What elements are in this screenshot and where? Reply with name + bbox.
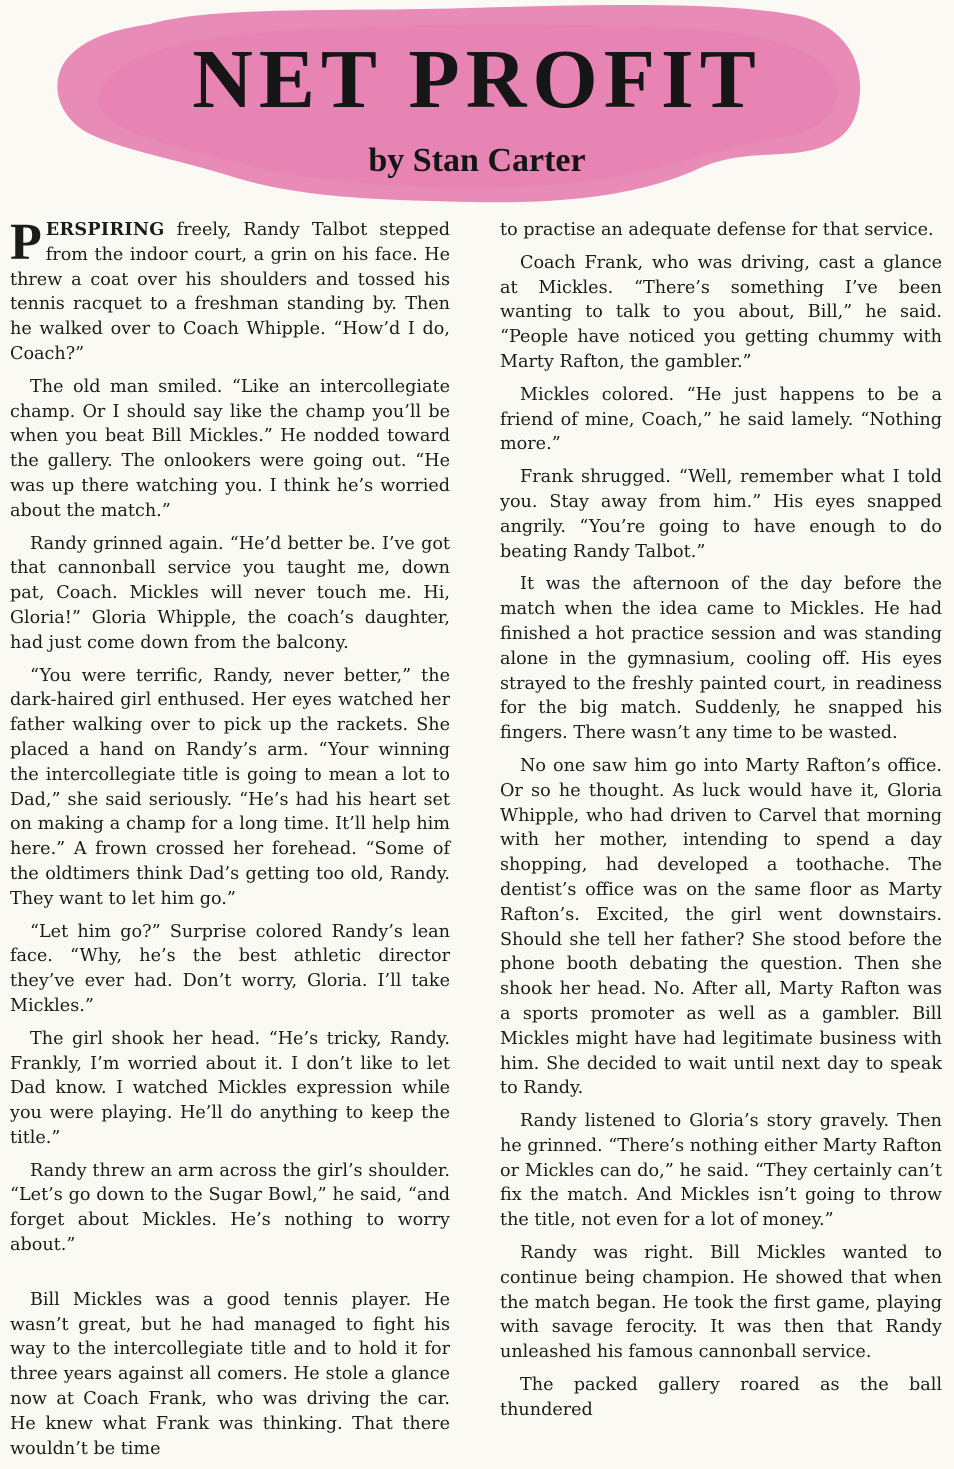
story-paragraph: Randy was right. Bill Mickles wanted to continue being champion. He showed that when the match began. He took the first game, playing with savage ferocity. It was then that Randy unleashed his famous cannonball service. xyxy=(500,1243,942,1363)
story-paragraph: Bill Mickles was a good tennis player. He wasn’t great, but he had managed to fight his way to the intercollegiate title and to hold it for three years against all comers. He stole a glance now at Coach Frank, who was driving the car. He knew what Frank was thinking. That there wouldn’t be time xyxy=(10,1289,450,1459)
lead-in: ERSPIRING xyxy=(45,219,165,240)
story-paragraph: “You were terrific, Randy, never better,” the dark-haired girl enthused. Her eyes watched her father walking over to pick up the rackets. She placed a hand on Randy’s arm. “Your winning the intercollegiate title is going to mean a lot to Dad,” she said seriously. “He’s had his heart set on making a champ for a long time. It’ll help him here.” A frown crossed her forehead. “Some of the oldtimers think Dad’s getting too old, Randy. They want to let him go.” xyxy=(10,665,450,909)
story-title: NET PROFIT xyxy=(192,33,762,126)
story-paragraph: Coach Frank, who was driving, cast a glance at Mickles. “There’s something I’ve been wanting to talk to you about, Bill,” he said. “People have noticed you getting chummy with Marty Rafton, the gambler.” xyxy=(500,252,942,372)
paragraph-text: freely, Randy Talbot stepped from the indoor court, a grin on his face. He threw a coat over his shoulders and tossed his tennis racquet to a freshman standing by. Then he walked over to Coach Whipple. “How’d I do, Coach?” xyxy=(10,220,450,364)
story-paragraph: It was the afternoon of the day before the match when the idea came to Mickles. He had finished a hot practice session and was standing alone in the gymnasium, cooling off. His eyes strayed to the freshly painted court, in readiness for the big match. Suddenly, he snapped his fingers. There wasn’t any time to be wasted. xyxy=(500,574,942,744)
drop-cap: P xyxy=(10,214,42,271)
story-byline: by Stan Carter xyxy=(368,142,586,179)
story-paragraph: Randy listened to Gloria’s story gravely. Then he grinned. “There’s nothing either Marty Rafton or Mickles can do,” he said. “They certainly can’t fix the match. And Mickles isn’t going to throw the title, not even for a lot of money.” xyxy=(500,1111,942,1231)
story-paragraph: The girl shook her head. “He’s tricky, Randy. Frankly, I’m worried about it. I don’t like to let Dad know. I watched Mickles expression while you were playing. He’ll do anything to keep the title.” xyxy=(10,1028,450,1148)
story-column-left xyxy=(10,214,450,1469)
title-banner xyxy=(0,0,954,215)
story-paragraph: “Let him go?” Surprise colored Randy’s lean face. “Why, he’s the best athletic director they’ve ever had. Don’t worry, Gloria. I’ll take Mickles.” xyxy=(10,921,450,1016)
story-paragraph: The old man smiled. “Like an intercollegiate champ. Or I should say like the champ you’ll be when you beat Bill Mickles.” He nodded toward the gallery. The onlookers were going out. “He was up there watching you. I think he’s worried about the match.” xyxy=(10,376,450,521)
story-column-right xyxy=(500,218,942,1431)
story-paragraph: Frank shrugged. “Well, remember what I told you. Stay away from him.” His eyes snapped angrily. “You’re going to have enough to do beating Randy Talbot.” xyxy=(500,467,942,562)
story-paragraph: Randy grinned again. “He’d better be. I’ve got that cannonball service you taught me, down pat, Coach. Mickles will never touch me. Hi, Gloria!” Gloria Whipple, the coach’s daughter, had just come down from the balcony. xyxy=(10,533,450,653)
story-paragraph: to practise an adequate defense for that service. xyxy=(500,220,934,240)
story-paragraph: No one saw him go into Marty Rafton’s office. Or so he thought. As luck would have it, Gloria Whipple, who had driven to Carvel that morning with her mother, intending to spend a day shopping, had developed a toothache. The dentist’s office was on the same floor as Marty Rafton’s. Excited, the girl went downstairs. Should she tell her father? She stood before the phone booth debating the question. Then she shook her head. No. After all, Marty Rafton was a sports promoter as well as a gambler. Bill Mickles might have had legitimate business with him. She decided to wait until next day to speak to Randy. xyxy=(500,755,942,1099)
story-paragraph xyxy=(10,214,450,367)
story-paragraph: Mickles colored. “He just happens to be a friend of mine, Coach,” he said lamely. “Nothing more.” xyxy=(500,384,942,455)
story-paragraph: The packed gallery roared as the ball thundered xyxy=(500,1375,942,1420)
story-paragraph: Randy threw an arm across the girl’s shoulder. “Let’s go down to the Sugar Bowl,” he said, “and forget about Mickles. He’s nothing to worry about.” xyxy=(10,1160,450,1256)
